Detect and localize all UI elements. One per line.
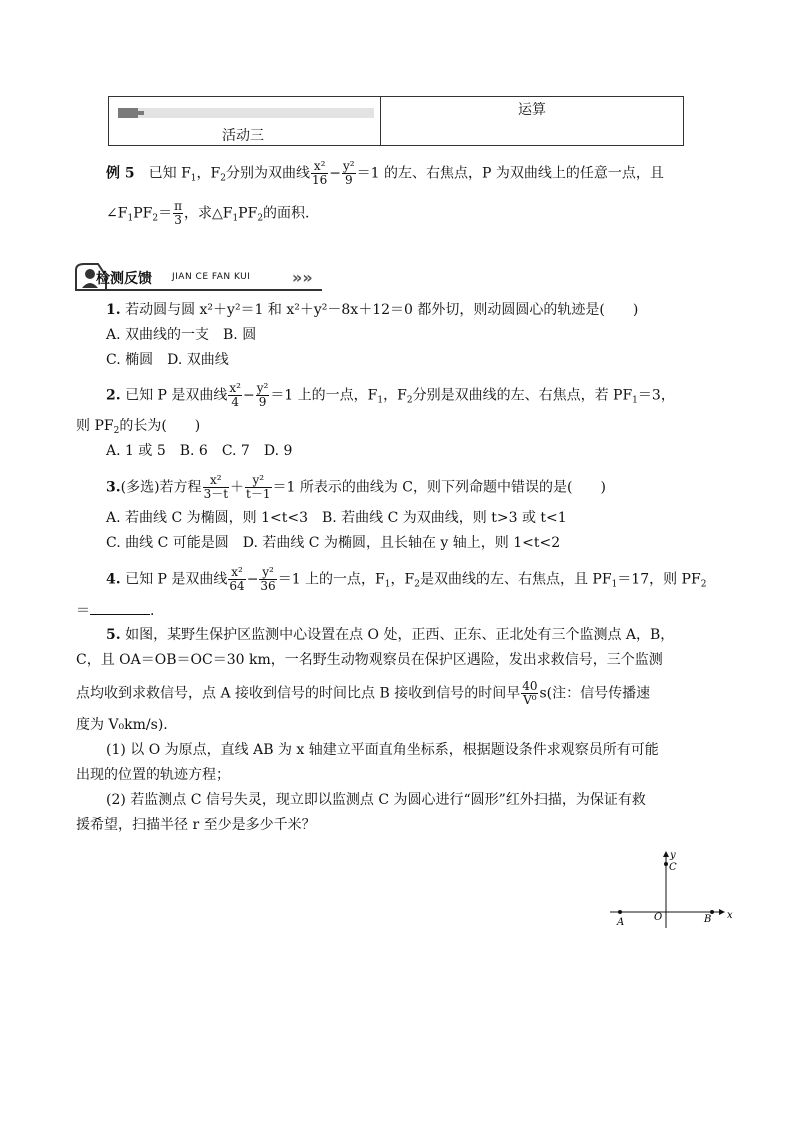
question-5-part1-b: 出现的位置的轨迹方程； <box>76 767 230 783</box>
table-divider <box>380 96 381 146</box>
question-4-line2: ＝ . <box>76 600 154 621</box>
question-2-line2: 则 $PF_2$的长为( ) <box>76 418 201 436</box>
answer-blank[interactable] <box>90 600 150 615</box>
a-label: A <box>617 917 625 928</box>
point-a <box>618 910 622 914</box>
example5-line2: $\angle F_1PF_2=$ $\frac{\pi}{3}$ ，求$\triangle F_1PF_2$的面积. <box>106 199 310 227</box>
question-1: 1. 若动圆与圆 x²＋y²＝1 和 x²＋y²－8x＋12＝0 都外切，则动圆圆心的轨迹是( ) <box>106 302 639 318</box>
question-3-options-b: C. 曲线 C 可能是圆 D. 若曲线 C 为椭圆，且长轴在 y 轴上，则 1<t<2 <box>106 535 561 551</box>
question-2-options: A. 1 或 5 B. 6 C. 7 D. 9 <box>106 443 293 459</box>
question-3-options-a: A. 若曲线 C 为椭圆，则 1<t<3 B. 若曲线 C 为双曲线，则 t>3 或 t<1 <box>106 510 567 526</box>
person-icon <box>85 269 95 279</box>
question-5-part1-a: (1) 以 O 为原点，直线 AB 为 x 轴建立平面直角坐标系，根据题设条件求观察员所有可能 <box>106 742 659 758</box>
question-5-part2-a: (2) 若监测点 C 信号失灵，现立即以监测点 C 为圆心进行“圆形”红外扫描，为保证有救 <box>106 792 646 808</box>
question-4: 4. 已知 P 是双曲线 $\frac{\text{x²}}{64}$ − $\frac{\text{y²}}{36}$ ＝1 上的一点，$F_1$，$F_2$是双曲线的左、右焦点，且 $PF_1=17$，则 $PF_2$ <box>106 565 707 593</box>
activity-label: 活动三 <box>222 128 264 144</box>
question-1-options-a: A. 双曲线的一支 B. 圆 <box>106 327 257 343</box>
fraction: $\frac{\text{y²}}{9}$ <box>256 381 269 409</box>
b-label: B <box>704 914 712 925</box>
activity-progress-bar <box>118 108 374 118</box>
question-5-line1: 5. 如图，某野生保护区监测中心设置在点 O 处，正西、正东、正北处有三个监测点 A，B， <box>106 627 675 643</box>
activity-progress-tip <box>138 111 144 115</box>
fraction: $\frac{\text{y²}}{9}$ <box>343 159 355 187</box>
operation-label: 运算 <box>518 102 546 118</box>
origin-label: O <box>654 912 663 923</box>
example5-label: 例 5 <box>106 165 135 182</box>
question-3: 3.(多选)若方程 $\frac{\text{x²}}{3-t}$ ＋ $\frac{\text{y²}}{t-1}$ ＝1 所表示的曲线为 C，则下列命题中错误的是( ) <box>106 473 606 501</box>
fraction: $\frac{\text{x²}}{4}$ <box>229 381 241 409</box>
banner-arrows-icon: »» <box>292 268 313 287</box>
banner-title: 检测反馈 <box>96 271 152 287</box>
question-5-part2-b: 援希望，扫描半径 r 至少是多少千米？ <box>76 817 316 833</box>
x-axis-label: x <box>727 910 733 921</box>
question-5-line4: 度为 V₀km/s). <box>76 717 168 733</box>
question-2: 2. 已知 P 是双曲线 $\frac{\text{x²}}{4}$ − $\frac{\text{y²}}{9}$ ＝1 上的一点，$F_1$，$F_2$分别是双曲线的左、右焦点，若 $PF_1=3$， <box>106 381 675 409</box>
example5-line1: 例 5 已知 $F_1$，$F_2$分别为双曲线 $\frac{\text{x²}}{16}$ − $\frac{\text{y²}}{9}$ ＝1 的左、右焦点，P 为双曲线上的任意一点，且 <box>106 159 664 187</box>
fraction: $\frac{\text{y²}}{36}$ <box>260 565 276 593</box>
activity-progress-fill <box>118 108 138 118</box>
question-1-options-b: C. 椭圆 D. 双曲线 <box>106 352 229 368</box>
point-c <box>664 862 668 866</box>
question-5-line3: 点均收到求救信号，点 A 接收到信号的时间比点 B 接收到信号的时间早 $\frac{40}{\text{V⁰}}$ s(注：信号传播速 <box>76 679 651 707</box>
fraction: $\frac{\pi}{3}$ <box>174 199 182 227</box>
fraction: $\frac{\text{x²}}{3-t}$ <box>203 473 229 501</box>
fraction: $\frac{\text{x²}}{64}$ <box>229 565 245 593</box>
coordinate-figure <box>600 848 740 932</box>
fraction: $\frac{\text{x²}}{16}$ <box>311 159 328 187</box>
banner-subtitle: JIAN CE FAN KUI <box>172 272 251 282</box>
fraction: $\frac{40}{\text{V⁰}}$ <box>522 679 538 707</box>
y-axis-label: y <box>670 850 676 861</box>
c-label: C <box>669 862 677 873</box>
activity-table <box>108 96 684 146</box>
fraction: $\frac{\text{y²}}{t-1}$ <box>246 473 271 501</box>
question-5-line2: C，且 OA＝OB＝OC＝30 km，一名野生动物观察员在保护区遇险，发出求救信号，三个监测 <box>76 652 663 668</box>
